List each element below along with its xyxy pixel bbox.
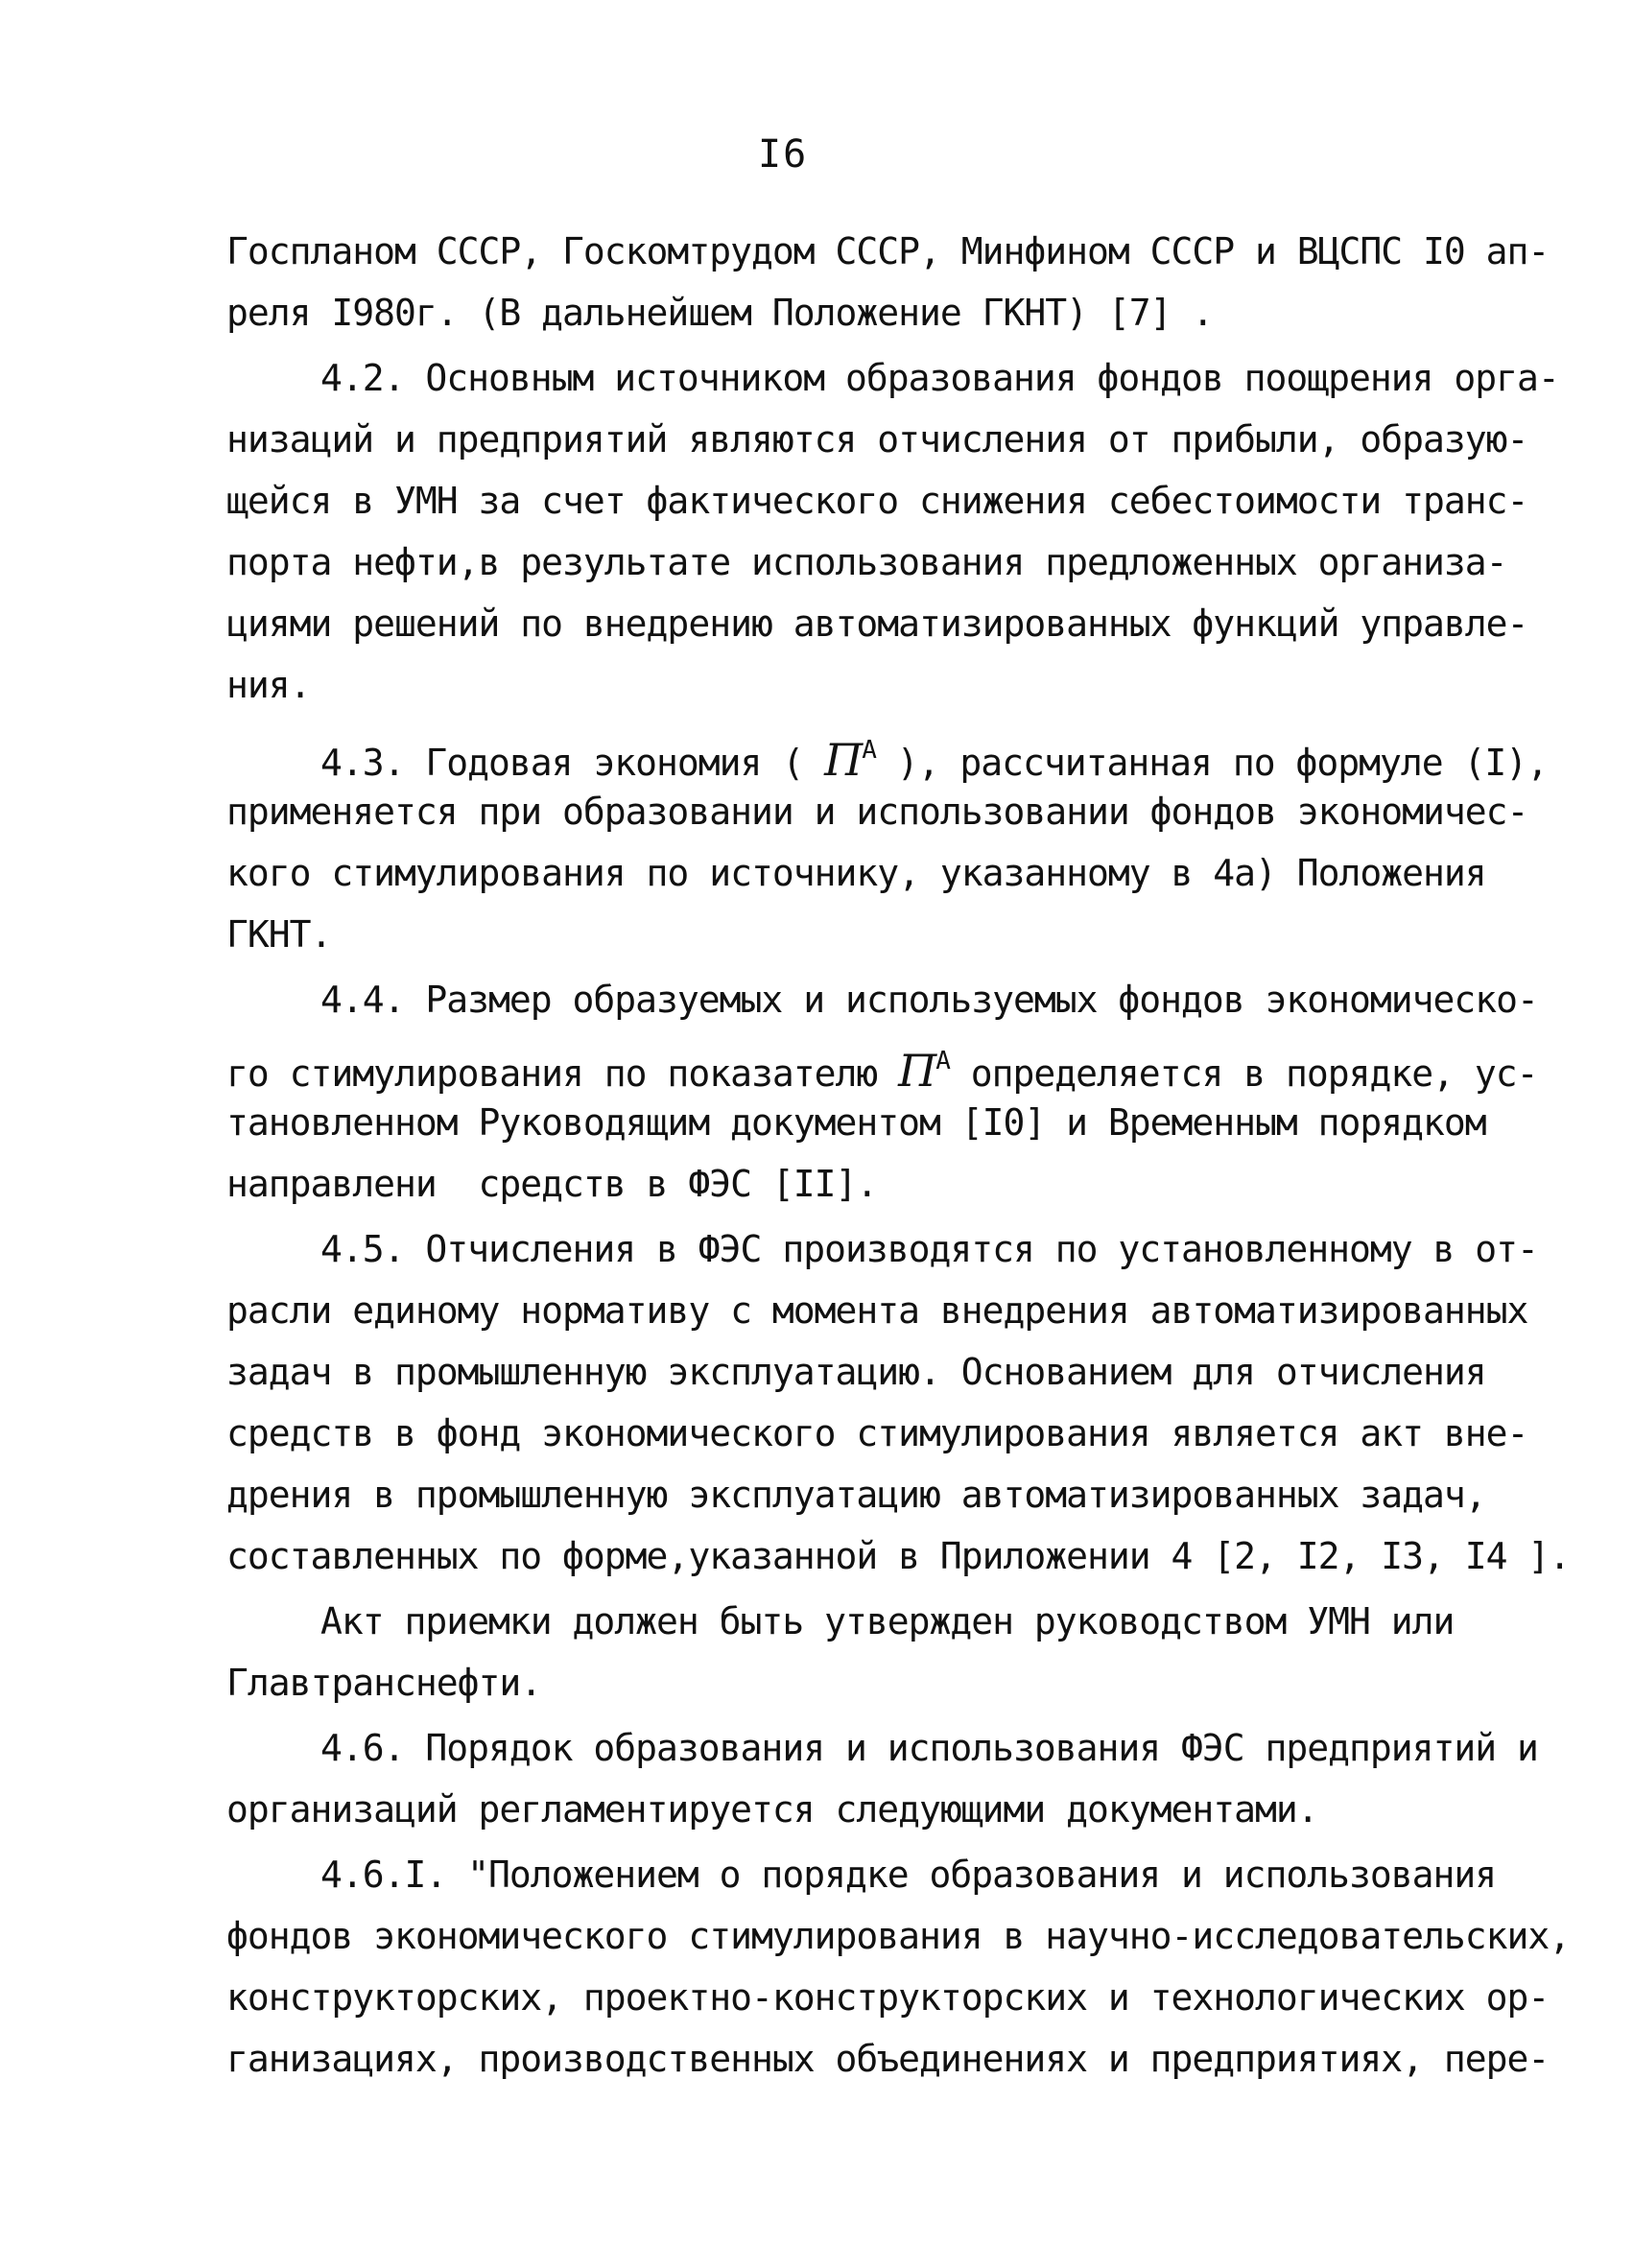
formula-symbol: П bbox=[898, 1045, 936, 1097]
text-line: 4.4. Размер образуемых и используемых фондов экономическо- bbox=[320, 979, 1538, 1021]
text-line: реля I980г. (В дальнейшем Положение ГКНТ) [7] . bbox=[226, 292, 1214, 334]
text-line: 4.6.I. "Положением о порядке образования и использования bbox=[320, 1854, 1497, 1896]
text-line: кого стимулирования по источнику, указанному в 4а) Положения bbox=[226, 852, 1486, 894]
text-line: направлени средств в ФЭС [II]. bbox=[226, 1163, 878, 1205]
formula-superscript: A bbox=[862, 736, 876, 765]
text-line: циями решений по внедрению автоматизированных функций управле- bbox=[226, 602, 1528, 645]
text-line: применяется при образовании и использовании фондов экономичес- bbox=[226, 791, 1528, 833]
text-line: составленных по форме,указанной в Приложении 4 [2, I2, I3, I4 ]. bbox=[226, 1535, 1571, 1577]
text-line: Акт приемки должен быть утвержден руководством УМН или bbox=[320, 1600, 1455, 1642]
text-line: задач в промышленную эксплуатацию. Основанием для отчисления bbox=[226, 1351, 1486, 1393]
text-line: 4.6. Порядок образования и использования ФЭС предприятий и bbox=[320, 1727, 1538, 1769]
text-line: тановленном Руководящим документом [I0] и Временным порядком bbox=[226, 1101, 1486, 1144]
text-fragment: определяется в порядке, ус- bbox=[970, 1052, 1538, 1095]
text-line: Госпланом СССР, Госкомтрудом СССР, Минфином СССР и ВЦСПС I0 ап- bbox=[226, 230, 1550, 272]
text-line: порта нефти,в результате использования предложенных организа- bbox=[226, 541, 1507, 583]
text-line: ния. bbox=[226, 664, 311, 706]
text-line-with-symbol bbox=[320, 727, 1548, 786]
text-line: расли единому нормативу с момента внедрения автоматизированных bbox=[226, 1289, 1528, 1332]
formula-symbol: П bbox=[824, 734, 863, 786]
formula-superscript: A bbox=[935, 1047, 950, 1075]
text-line: конструкторских, проектно-конструкторских и технологических ор- bbox=[226, 1976, 1550, 2019]
text-line: организаций регламентируется следующими документами. bbox=[226, 1788, 1318, 1831]
text-line: щейся в УМН за счет фактического снижения себестоимости транс- bbox=[226, 480, 1528, 522]
text-fragment: ), рассчитанная по формуле (I), bbox=[896, 742, 1548, 784]
text-line: ГКНТ. bbox=[226, 913, 332, 956]
text-line: 4.5. Отчисления в ФЭС производятся по установленному в от- bbox=[320, 1228, 1538, 1270]
text-fragment: 4.3. Годовая экономия ( bbox=[320, 742, 804, 784]
page-number: I6 bbox=[758, 132, 809, 177]
text-line: 4.2. Основным источником образования фондов поощрения орга- bbox=[320, 357, 1559, 399]
text-line: средств в фонд экономического стимулирования является акт вне- bbox=[226, 1412, 1528, 1454]
text-line: фондов экономического стимулирования в научно-исследовательских, bbox=[226, 1915, 1571, 1957]
text-fragment: го стимулирования по показателю bbox=[226, 1052, 878, 1095]
text-line: Главтранснефти. bbox=[226, 1662, 542, 1704]
text-line-with-symbol bbox=[226, 1038, 1538, 1097]
text-line: дрения в промышленную эксплуатацию автоматизированных задач, bbox=[226, 1474, 1486, 1516]
text-line: низаций и предприятий являются отчисления от прибыли, образую- bbox=[226, 418, 1528, 461]
text-line: ганизациях, производственных объединениях и предприятиях, пере- bbox=[226, 2038, 1550, 2080]
